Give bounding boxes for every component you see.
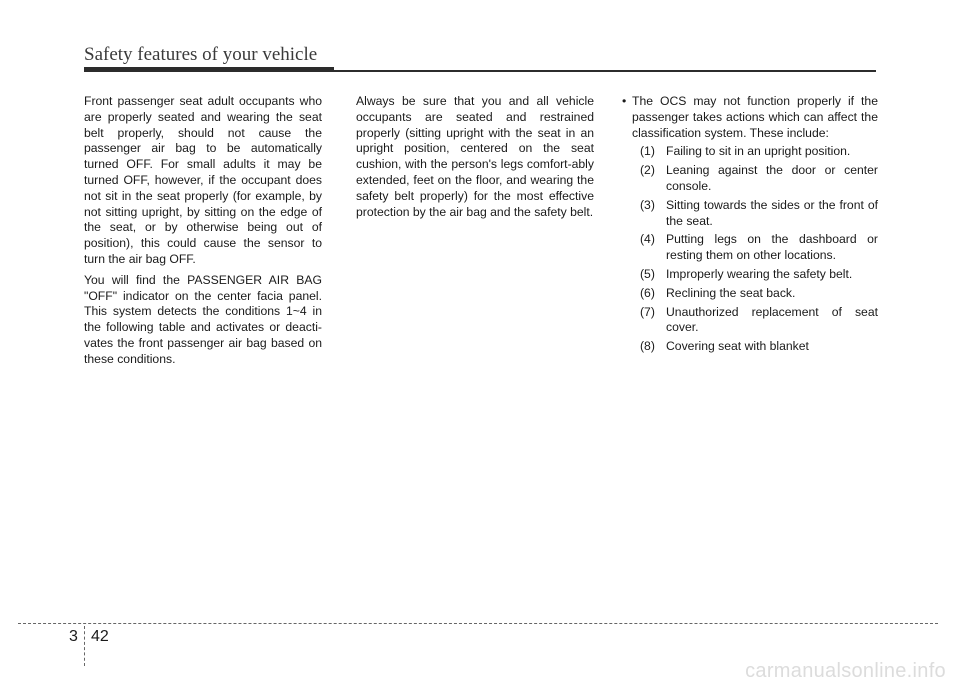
condition-list xyxy=(622,144,878,355)
text-column-2 xyxy=(356,94,594,225)
page-number: 42 xyxy=(91,628,109,645)
section-title: Safety features of your vehicle xyxy=(84,44,318,65)
bullet-icon: • xyxy=(622,94,627,108)
list-number: (1) xyxy=(640,144,655,159)
list-number: (8) xyxy=(640,339,655,354)
header-rule xyxy=(334,70,876,72)
list-item xyxy=(640,144,878,160)
chapter-number: 3 xyxy=(69,628,78,645)
list-number: (7) xyxy=(640,304,655,319)
list-item xyxy=(640,339,878,355)
list-number: (2) xyxy=(640,163,655,178)
list-item xyxy=(640,198,878,230)
paragraph: Always be sure that you and all vehicle occupants are seated and restrained properly (sitting upright with the seat in an upright position, centered on the seat cushion, with the person's legs comfort-ably extended, feet on the floor, and wearing the safety belt properly) for the most effective protection by the air bag and the safety belt. xyxy=(356,94,594,219)
list-item xyxy=(640,232,878,264)
bullet-text: The OCS may not function properly if the passenger takes actions which can affect the classification system. These include: xyxy=(632,94,878,140)
list-number: (6) xyxy=(640,285,655,300)
list-number: (3) xyxy=(640,197,655,212)
list-item xyxy=(640,163,878,195)
list-number: (4) xyxy=(640,232,655,247)
list-text: Reclining the seat back. xyxy=(666,285,796,300)
list-text: Unauthorized replacement of seat cover. xyxy=(666,304,878,335)
list-number: (5) xyxy=(640,266,655,281)
text-column-3 xyxy=(622,94,878,358)
list-text: Improperly wearing the safety belt. xyxy=(666,266,853,281)
header-rule-accent xyxy=(84,67,334,72)
paragraph: Front passenger seat adult occupants who are properly seated and wearing the seat belt properly, should not cause the passenger air bag to be automatically turned OFF. For small adults it may be turned OFF, however, if the occupant does not sit in the seat properly (for example, by not sitting upright, by sitting on the edge of the seat, or by otherwise being out of position), this could cause the sensor to turn the air bag OFF. xyxy=(84,94,322,266)
watermark: carmanualsonline.info xyxy=(745,660,946,682)
list-text: Leaning against the door or center console. xyxy=(666,163,878,193)
footer-divider xyxy=(84,626,85,666)
text-column-1 xyxy=(84,94,322,373)
paragraph: You will find the PASSENGER AIR BAG "OFF" indicator on the center facia panel. This system detects the conditions 1~4 in the following table and activates or deacti-vates the front passenger air bag based on these conditions. xyxy=(84,272,322,366)
list-text: Putting legs on the dashboard or resting them on other locations. xyxy=(666,232,878,263)
list-item xyxy=(640,305,878,337)
bullet-item xyxy=(622,94,878,141)
list-text: Sitting towards the sides or the front of the seat. xyxy=(666,197,878,228)
list-text: Covering seat with blanket xyxy=(666,339,809,354)
footer-rule xyxy=(18,623,938,624)
list-item xyxy=(640,286,878,302)
list-item xyxy=(640,267,878,283)
list-text: Failing to sit in an upright position. xyxy=(666,144,851,159)
